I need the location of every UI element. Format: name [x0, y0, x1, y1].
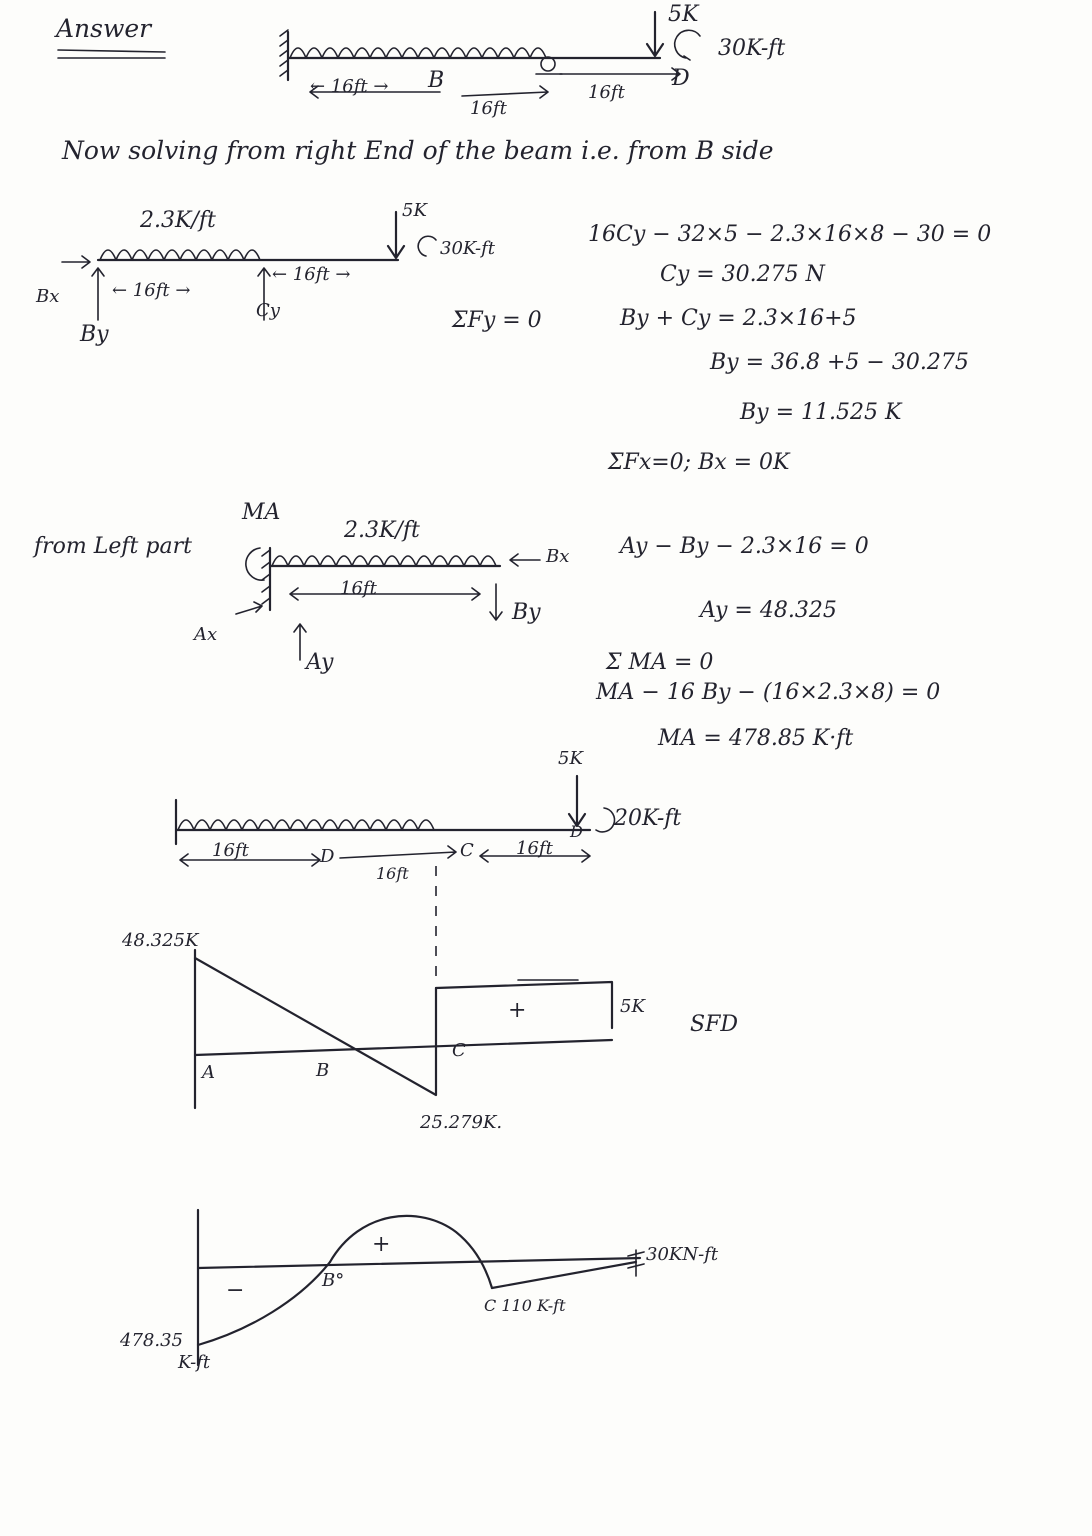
bx-arrow: [62, 256, 90, 268]
udl-loops: [272, 556, 496, 566]
udl-loops: [100, 250, 260, 260]
fixed-support-hatch: [280, 30, 288, 76]
right-eq3: By + Cy = 2.3×16+5: [620, 306, 857, 331]
bmd-value-a-unit: K-ft: [178, 1352, 211, 1373]
right-eq6: ΣFx=0; Bx = 0K: [608, 450, 790, 475]
left-eq4: MA − 16 By − (16×2.3×8) = 0: [596, 680, 941, 705]
right-point-load: 5K: [402, 200, 427, 221]
bmd-value-a: 478.35: [120, 1330, 183, 1351]
fixed-support-hatch: [262, 550, 270, 604]
right-moment: 30K-ft: [440, 238, 496, 259]
right-eq5: By = 11.525 K: [740, 400, 902, 425]
left-eq2: Ay = 48.325: [700, 598, 837, 623]
dim-mid-arrow: [462, 86, 548, 98]
right-dim-right: ← 16ft →: [272, 264, 351, 285]
heading-underline: [58, 50, 165, 58]
beam1-moment: 30K-ft: [718, 36, 786, 61]
right-part-figure: [62, 212, 436, 320]
udl-loops: [290, 48, 546, 58]
sfd-label-b: B: [316, 1060, 330, 1081]
bmd-positive-curve: [330, 1216, 492, 1288]
bmd-value-c: C 110 K-ft: [484, 1296, 566, 1315]
bmd-figure: [198, 1210, 644, 1365]
left-ay: Ay: [306, 650, 334, 675]
beam2-label-c: C: [460, 840, 474, 861]
right-eq3-label: ΣFy = 0: [452, 308, 542, 333]
beam2-dim2: 16ft: [376, 864, 409, 883]
beam1-label-b: B: [428, 68, 445, 93]
left-by: By: [512, 600, 541, 625]
left-dim: 16ft: [340, 578, 377, 599]
bmd-sign-negative: −: [226, 1278, 245, 1303]
beam1-point-load: 5K: [668, 2, 699, 27]
beam2-label-d2: D: [570, 822, 583, 841]
left-eq5: MA = 478.85 K·ft: [658, 726, 854, 751]
right-cy: Cy: [256, 300, 280, 321]
right-udl-label: 2.3K/ft: [140, 208, 216, 233]
bmd-sign-positive: +: [372, 1232, 391, 1257]
dim-arrow: [290, 588, 480, 600]
ax-arrow: [236, 602, 262, 614]
sfd-baseline: [195, 1040, 612, 1055]
right-eq4: By = 36.8 +5 − 30.275: [710, 350, 969, 375]
moment-arrow: [675, 30, 700, 60]
dim-right-arrow: [560, 68, 680, 80]
ay-arrow: [294, 624, 306, 660]
sfd-sign: +: [508, 998, 527, 1023]
ma-arrow: [246, 548, 264, 580]
left-eq3: Σ MA = 0: [606, 650, 714, 675]
udl-loops: [178, 820, 434, 830]
sfd-label-c: C: [452, 1040, 466, 1061]
moment-arrow: [418, 236, 436, 256]
beam2-dim3: 16ft: [516, 838, 553, 859]
beam1-label-d: D: [672, 66, 690, 91]
dim1-arrow: [180, 854, 320, 866]
bmd-label-b: B°: [322, 1270, 345, 1291]
left-ax: Ax: [194, 624, 218, 645]
bx-arrow: [510, 554, 540, 566]
moment-arrow: [596, 808, 614, 832]
sfd-label: SFD: [690, 1012, 738, 1037]
beam2-label-d1: D: [320, 846, 335, 867]
right-eq1: 16Cy − 32×5 − 2.3×16×8 − 30 = 0: [588, 222, 992, 247]
right-bx: Bx: [36, 286, 60, 307]
point-load-arrow: [569, 776, 585, 826]
left-part-figure: [236, 548, 540, 660]
intro-text: Now solving from right End of the beam i.e. from B side: [62, 136, 774, 165]
by-arrow: [92, 268, 104, 320]
bmd-line-cd: [492, 1262, 636, 1288]
dim2-arrow: [340, 846, 456, 858]
beam1-dim-mid: 16ft: [470, 98, 507, 119]
right-eq2: Cy = 30.275 N: [660, 262, 825, 287]
left-udl-label: 2.3K/ft: [344, 518, 420, 543]
right-dim-left: ← 16ft →: [112, 280, 191, 301]
left-prefix: from Left part: [34, 534, 192, 559]
bmd-negative-curve: [198, 1262, 330, 1345]
left-eq1: Ay − By − 2.3×16 = 0: [620, 534, 869, 559]
right-by: By: [80, 322, 109, 347]
bmd-value-d: 30KN-ft: [646, 1244, 719, 1265]
by-arrow: [490, 584, 502, 620]
beam2-dim1: 16ft: [212, 840, 249, 861]
sfd-figure: [195, 950, 612, 1108]
heading: Answer: [56, 14, 152, 43]
left-ma: MA: [242, 500, 281, 525]
left-bx: Bx: [546, 546, 570, 567]
beam1-dim-right: 16ft: [588, 82, 625, 103]
sfd-value-c-right: 5K: [620, 996, 645, 1017]
sfd-label-a: A: [202, 1062, 215, 1083]
beam1-dim-left: ← 16ft →: [310, 76, 389, 97]
beam2-moment: 20K-ft: [614, 806, 682, 831]
point-load-arrow: [647, 12, 663, 56]
sfd-value-a: 48.325K: [122, 930, 199, 951]
bmd-baseline: [198, 1258, 640, 1268]
sfd-value-c-left: 25.279K.: [420, 1112, 503, 1133]
beam2-point-load: 5K: [558, 748, 583, 769]
